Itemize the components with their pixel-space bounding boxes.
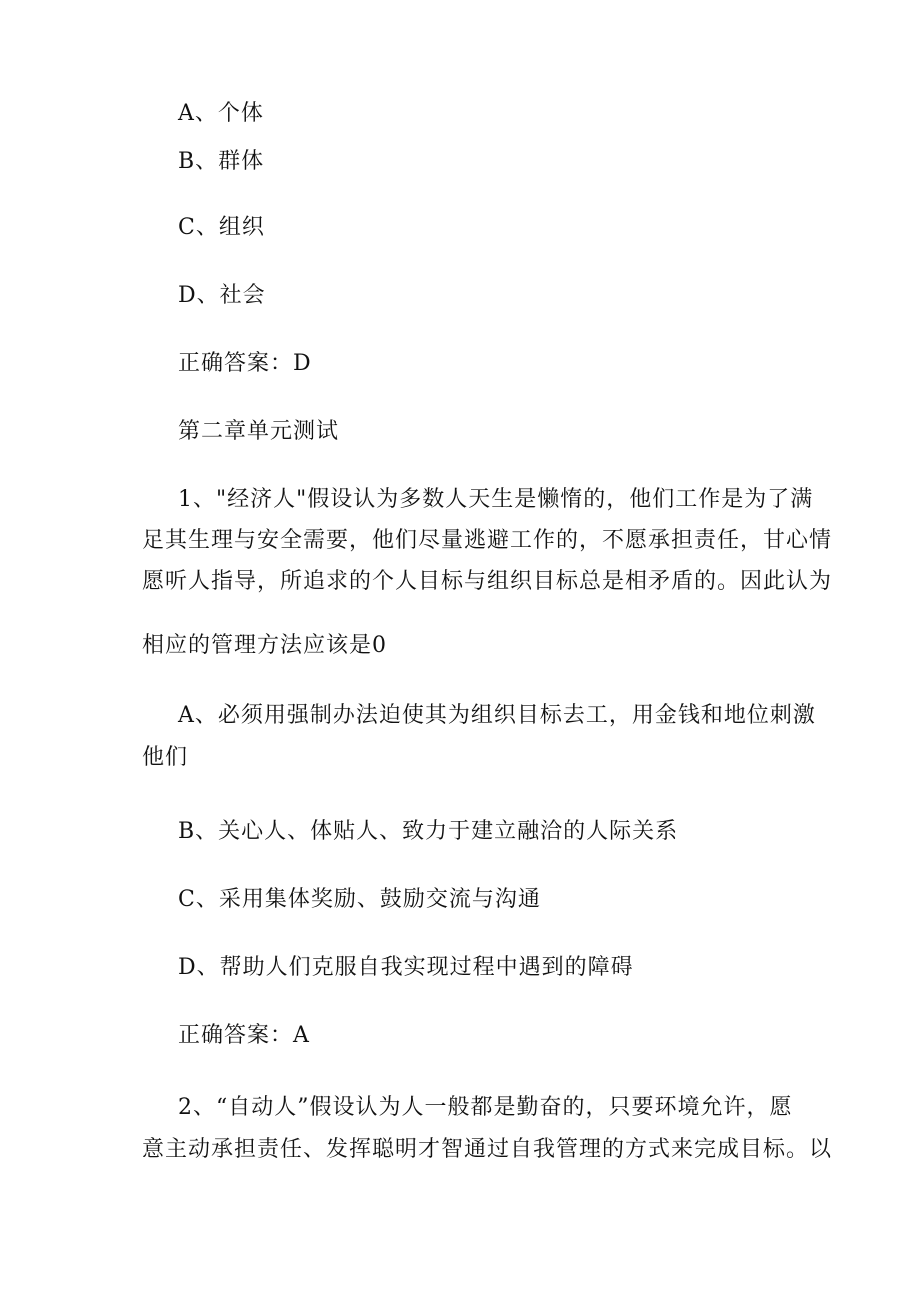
- q1-stem-line-3: 愿听人指导，所追求的个人目标与组织目标总是相矛盾的。因此认为: [142, 569, 833, 594]
- q1-option-a-line-1: A、必须用强制办法迫使其为组织目标去工，用金钱和地位刺激: [178, 703, 816, 728]
- section-title: 第二章单元测试: [178, 419, 340, 444]
- q1-option-d: D、帮助人们克服自我实现过程中遇到的障碍: [178, 955, 634, 980]
- prev-answer: 正确答案：D: [178, 351, 312, 376]
- q2-stem-line-1: 2、“自动人”假设认为人一般都是勤奋的，只要环境允许，愿: [178, 1095, 793, 1120]
- q1-answer: 正确答案：A: [178, 1023, 310, 1048]
- q1-option-c: C、采用集体奖励、鼓励交流与沟通: [178, 887, 541, 912]
- prev-option-d: D、社会: [178, 283, 266, 308]
- q2-stem-line-2: 意主动承担责任、发挥聪明才智通过自我管理的方式来完成目标。以: [142, 1137, 833, 1162]
- q1-stem-line-1: 1、"经济人"假设认为多数人天生是懒惰的，他们工作是为了满: [178, 487, 814, 512]
- q1-stem-line-4: 相应的管理方法应该是0: [142, 633, 387, 658]
- prev-option-a: A、个体: [178, 101, 264, 126]
- prev-option-b: B、群体: [178, 149, 265, 174]
- q1-stem-line-2: 足其生理与安全需要，他们尽量逃避工作的，不愿承担责任，甘心情: [142, 528, 833, 553]
- prev-option-c: C、组织: [178, 215, 265, 240]
- q1-option-b: B、关心人、体贴人、致力于建立融洽的人际关系: [178, 819, 679, 844]
- q1-option-a-line-2: 他们: [142, 745, 189, 770]
